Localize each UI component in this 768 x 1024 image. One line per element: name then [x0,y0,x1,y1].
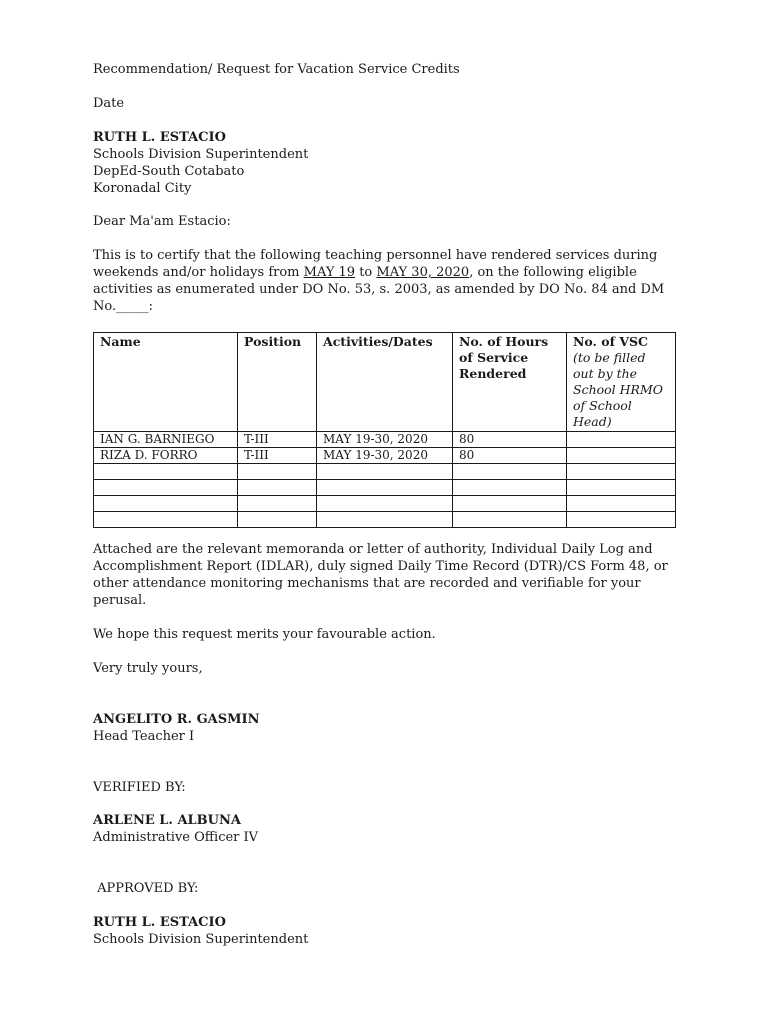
cell-activities [317,480,453,496]
cell-position: T-III [238,432,317,448]
signer-block [93,711,693,745]
signer-name: ANGELITO R. GASMIN [93,712,260,727]
certification-text-end: , on the following eligible activities as enumerated under DO No. 53, s. 2003, as amended by DO No. 84 and DM No. [93,265,665,314]
certification-paragraph [93,247,695,315]
header-hours: No. of Hours of Service Rendered [453,333,567,432]
addressee-city: Koronadal City [93,181,192,196]
table-header-row [94,333,676,432]
addressee-block [93,129,693,197]
addressee-title: Schools Division Superintendent [93,147,309,162]
header-vsc-label: No. of VSC [573,334,648,349]
certification-colon: : [148,299,153,314]
cell-hours: 80 [453,448,567,464]
cell-vsc [567,512,676,528]
table-row [94,480,676,496]
date-to: MAY 30, 2020 [376,265,470,280]
verifier-title: Administrative Officer IV [93,830,259,845]
approver-title: Schools Division Superintendent [93,932,309,947]
cell-position [238,464,317,480]
table-row [94,448,676,464]
cell-activities [317,512,453,528]
certification-text-start: This is to certify that the following teaching personnel have rendered services during weekends and/or holidays from [93,248,658,280]
table-row [94,496,676,512]
cell-name: RIZA D. FORRO [94,448,238,464]
cell-vsc [567,464,676,480]
date-label: Date [93,96,125,111]
header-name: Name [94,333,238,432]
cell-name: IAN G. BARNIEGO [94,432,238,448]
cell-position: T-III [238,448,317,464]
attachments-paragraph: Attached are the relevant memoranda or letter of authority, Individual Daily Log and Accomplishment Report (IDLAR), duly signed Daily Time Record (DTR)/CS Form 48, or other attendance monitoring mechanisms that are recorded and verifiable for your perusal. [93,542,668,608]
cell-position [238,496,317,512]
cell-hours [453,496,567,512]
salutation: Dear Ma'am Estacio: [93,214,231,229]
cell-vsc [567,432,676,448]
certification-text-to: to [355,265,377,280]
addressee-office: DepEd-South Cotabato [93,164,245,179]
verifier-block [93,812,693,846]
verified-label: VERIFIED BY: [93,780,186,795]
approved-label: APPROVED BY: [93,881,199,896]
header-position: Position [238,333,317,432]
cell-activities [317,496,453,512]
table-row [94,432,676,448]
header-vsc [567,333,676,432]
date-from: MAY 19 [303,265,356,280]
service-credits-table [93,332,676,528]
dm-number-blank: _____ [116,299,149,314]
cell-vsc [567,480,676,496]
cell-hours [453,464,567,480]
verifier-name: ARLENE L. ALBUNA [93,813,241,828]
addressee-name: RUTH L. ESTACIO [93,130,226,145]
cell-position [238,480,317,496]
cell-vsc [567,496,676,512]
closing-line: Very truly yours, [93,661,203,676]
header-vsc-note: (to be filled out by the School HRMO of School Head) [573,350,663,429]
table-row [94,512,676,528]
table-row [94,464,676,480]
cell-name [94,496,238,512]
cell-hours: 80 [453,432,567,448]
signer-title: Head Teacher I [93,729,195,744]
hope-line: We hope this request merits your favourable action. [93,627,436,642]
cell-name [94,512,238,528]
cell-hours [453,480,567,496]
approver-block [93,914,693,948]
approver-name: RUTH L. ESTACIO [93,915,226,930]
cell-name [94,464,238,480]
cell-position [238,512,317,528]
cell-hours [453,512,567,528]
letter-heading: Recommendation/ Request for Vacation Service Credits [93,62,460,77]
cell-activities [317,464,453,480]
cell-activities: MAY 19-30, 2020 [317,432,453,448]
header-activities: Activities/Dates [317,333,453,432]
cell-activities: MAY 19-30, 2020 [317,448,453,464]
cell-vsc [567,448,676,464]
cell-name [94,480,238,496]
